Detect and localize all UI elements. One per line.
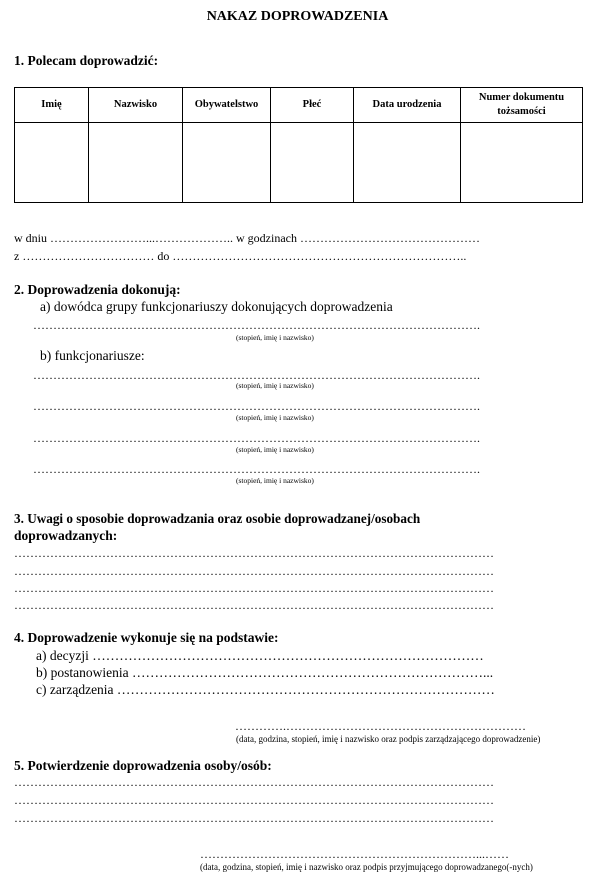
table-header-row bbox=[15, 88, 583, 123]
officer-line-2[interactable]: …………………………………………………………………………………………………. bbox=[33, 399, 480, 413]
col-data-urodzenia: Data urodzenia bbox=[354, 88, 461, 123]
time-range-line[interactable]: z …………………………… do ……………………………………………………………….. bbox=[14, 249, 467, 263]
remarks-line-3[interactable]: ………………………………………………………………………………………………………… bbox=[14, 581, 494, 595]
commander-caption: (stopień, imię i nazwisko) bbox=[236, 333, 314, 342]
confirmation-line-1[interactable]: ………………………………………………………………………………………………………… bbox=[14, 775, 494, 789]
cell-numer-dokumentu[interactable] bbox=[461, 123, 583, 203]
commander-line[interactable]: …………………………………………………………………………………………………. bbox=[33, 318, 480, 332]
basis-decision[interactable]: a) decyzji …………………………………………………………………………… bbox=[36, 648, 484, 663]
col-plec: Płeć bbox=[271, 88, 354, 123]
commander-label: a) dowódca grupy funkcjonariuszy dokonujących doprowadzenia bbox=[40, 299, 393, 314]
remarks-line-1[interactable]: ………………………………………………………………………………………………………… bbox=[14, 546, 494, 560]
officer-line-1[interactable]: …………………………………………………………………………………………………. bbox=[33, 368, 480, 382]
confirmation-line-3[interactable]: ………………………………………………………………………………………………………… bbox=[14, 811, 494, 825]
section-1-heading: 1. Polecam doprowadzić: bbox=[14, 53, 159, 68]
officers-label: b) funkcjonariusze: bbox=[40, 348, 145, 363]
date-line[interactable]: w dniu ……………………...……………….. w godzinach ……………………………………… bbox=[14, 231, 480, 245]
confirmation-line-2[interactable]: ………………………………………………………………………………………………………… bbox=[14, 793, 494, 807]
issuer-signature-caption: (data, godzina, stopień, imię i nazwisko oraz podpis zarządzającego doprowadzenie) bbox=[236, 734, 541, 744]
cell-obywatelstwo[interactable] bbox=[183, 123, 271, 203]
officer-caption-4: (stopień, imię i nazwisko) bbox=[236, 476, 314, 485]
section-5-heading: 5. Potwierdzenie doprowadzenia osoby/osób: bbox=[14, 758, 272, 773]
officer-caption-1: (stopień, imię i nazwisko) bbox=[236, 381, 314, 390]
persons-table bbox=[14, 87, 583, 203]
remarks-line-2[interactable]: ………………………………………………………………………………………………………… bbox=[14, 564, 494, 578]
col-obywatelstwo: Obywatelstwo bbox=[183, 88, 271, 123]
section-3-heading: 3. Uwagi o sposobie doprowadzania oraz osobie doprowadzanej/osobach bbox=[14, 511, 421, 526]
basis-directive[interactable]: c) zarządzenia ………………………………………………………………………… bbox=[36, 682, 495, 697]
cell-plec[interactable] bbox=[271, 123, 354, 203]
basis-order[interactable]: b) postanowienia ……………………………………………………………………... bbox=[36, 665, 494, 680]
officer-line-4[interactable]: …………………………………………………………………………………………………. bbox=[33, 462, 480, 476]
section-4-heading: 4. Doprowadzenie wykonuje się na podstawie: bbox=[14, 630, 279, 645]
officer-caption-2: (stopień, imię i nazwisko) bbox=[236, 413, 314, 422]
cell-nazwisko[interactable] bbox=[89, 123, 183, 203]
table-row bbox=[15, 123, 583, 203]
cell-data-urodzenia[interactable] bbox=[354, 123, 461, 203]
receiver-signature-line[interactable]: ……………………………………………………………...…… bbox=[200, 847, 509, 861]
officer-caption-3: (stopień, imię i nazwisko) bbox=[236, 445, 314, 454]
cell-imie[interactable] bbox=[15, 123, 89, 203]
receiver-signature-caption: (data, godzina, stopień, imię i nazwisko oraz podpis przyjmującego doprowadzanego(-nych) bbox=[200, 862, 533, 872]
col-nazwisko: Nazwisko bbox=[89, 88, 183, 123]
document-title: NAKAZ DOPROWADZENIA bbox=[206, 9, 389, 24]
section-3-heading-cont: doprowadzanych: bbox=[14, 528, 118, 543]
section-2-heading: 2. Doprowadzenia dokonują: bbox=[14, 282, 181, 297]
issuer-signature-line[interactable]: ………….…………………………………………………… bbox=[235, 719, 526, 733]
remarks-line-4[interactable]: ………………………………………………………………………………………………………… bbox=[14, 598, 494, 612]
officer-line-3[interactable]: …………………………………………………………………………………………………. bbox=[33, 431, 480, 445]
col-imie: Imię bbox=[15, 88, 89, 123]
col-numer-dokumentu: Numer dokumentu tożsamości bbox=[461, 88, 583, 123]
